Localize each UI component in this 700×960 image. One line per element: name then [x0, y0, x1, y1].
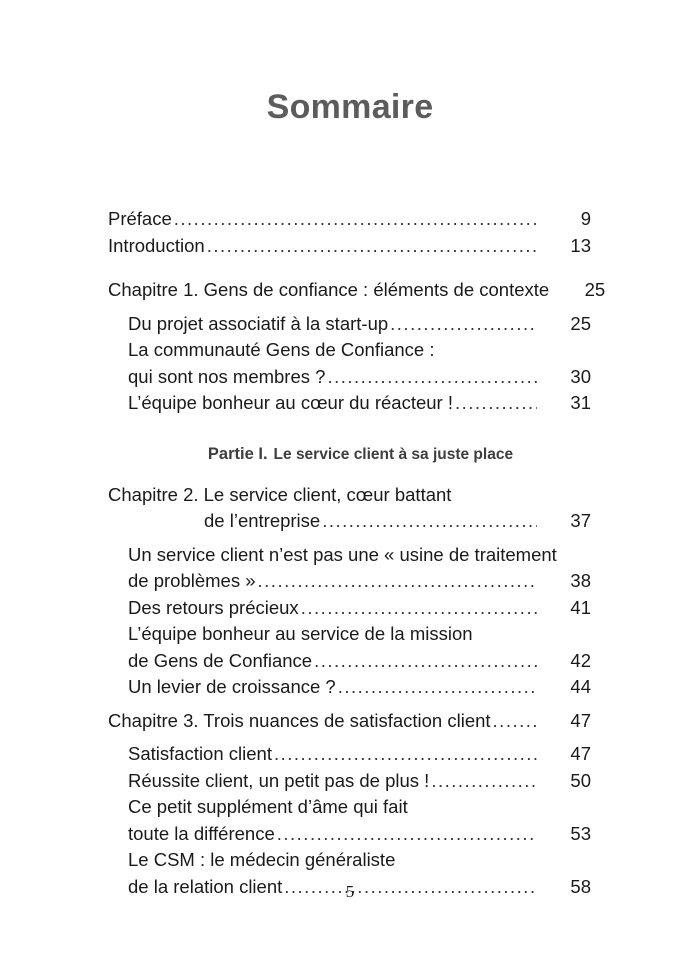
toc-entry-page: 38	[570, 570, 591, 591]
toc-entry-page: 41	[570, 596, 591, 618]
toc-section-2-1-line1[interactable]: Un service client n’est pas une « usine de traitement	[128, 543, 557, 565]
dot-leader	[431, 768, 537, 795]
toc-section-2-2[interactable]	[108, 595, 591, 622]
toc-entry-label: Du projet associatif à la start-up	[128, 312, 389, 334]
dot-leader	[174, 206, 537, 233]
toc-section-1-3[interactable]	[108, 390, 591, 417]
toc-chapter-1[interactable]	[108, 277, 606, 304]
partie-number: Partie I.	[207, 444, 268, 463]
toc-entry-label: de l’entreprise	[204, 510, 321, 531]
partie-title: Le service client à sa juste place	[273, 445, 514, 463]
toc-entry-label: qui sont nos membres ?	[128, 365, 326, 387]
toc-entry-label: Chapitre 3. Trois nuances de satisfaction client	[108, 709, 491, 731]
toc-entry-page: 44	[570, 676, 591, 697]
dot-leader	[274, 741, 537, 768]
dot-leader	[258, 568, 537, 595]
toc-entry-introduction[interactable]	[108, 233, 591, 260]
toc-section-3-1[interactable]	[108, 741, 591, 768]
toc-section-3-4-line1[interactable]: Le CSM : le médecin généraliste	[128, 849, 396, 870]
toc-entry-page: 9	[580, 208, 591, 229]
dot-leader	[455, 390, 537, 417]
toc-entry-label: Préface	[108, 208, 172, 229]
toc-section-2-3-line1[interactable]: L’équipe bonheur au service de la mission	[128, 623, 473, 644]
toc-entry-page: 13	[570, 234, 591, 256]
toc-entry-page: 25	[570, 312, 591, 334]
toc-entry-page: 37	[570, 510, 591, 531]
toc-entry-label: Chapitre 1. Gens de confiance : éléments de contexte	[108, 279, 550, 300]
toc-section-3-3-line1[interactable]: Ce petit supplément d’âme qui fait	[128, 796, 408, 817]
toc-entry-label: L’équipe bonheur au cœur du réacteur !	[128, 392, 453, 413]
toc-entry-page: 47	[570, 743, 591, 764]
toc-entry-label: de Gens de Confiance	[128, 649, 313, 671]
dot-leader	[207, 233, 537, 260]
table-of-contents	[108, 206, 606, 900]
toc-entry-label: Introduction	[108, 234, 205, 256]
toc-entry-page: 42	[570, 649, 591, 671]
toc-section-2-1[interactable]	[108, 568, 591, 595]
toc-entry-page: 47	[570, 709, 591, 731]
toc-section-1-1[interactable]	[108, 311, 591, 338]
toc-entry-label: Des retours précieux	[128, 596, 299, 618]
toc-entry-label: de problèmes »	[128, 570, 256, 591]
dot-leader	[301, 595, 537, 622]
toc-chapter-3[interactable]	[108, 708, 591, 735]
toc-entry-page: 25	[584, 279, 606, 300]
toc-chapter-2[interactable]	[108, 508, 591, 535]
toc-entry-preface[interactable]	[108, 206, 591, 233]
toc-entry-page: 50	[570, 769, 591, 791]
toc-section-3-2[interactable]	[108, 768, 591, 795]
dot-leader	[338, 674, 537, 701]
toc-entry-label: Réussite client, un petit pas de plus !	[128, 769, 430, 791]
dot-leader	[493, 708, 537, 735]
toc-entry-label: de la relation client	[128, 875, 283, 897]
toc-section-2-3[interactable]	[108, 648, 591, 675]
dot-leader	[277, 821, 537, 848]
partie-heading	[108, 435, 591, 473]
toc-entry-label: Un levier de croissance ?	[128, 676, 336, 697]
toc-chapter-2-line1[interactable]: Chapitre 2. Le service client, cœur battant	[108, 483, 452, 505]
dot-leader	[327, 364, 537, 391]
toc-section-1-2-line1[interactable]: La communauté Gens de Confiance :	[128, 339, 435, 360]
toc-entry-page: 58	[570, 875, 591, 897]
toc-entry-page: 30	[570, 365, 591, 387]
page-number: 5	[345, 882, 355, 901]
toc-entry-page: 53	[570, 822, 591, 844]
toc-entry-page: 31	[570, 392, 591, 413]
page-title: Sommaire	[266, 88, 434, 126]
dot-leader	[314, 648, 537, 675]
toc-section-1-2[interactable]	[108, 364, 591, 391]
dot-leader	[390, 311, 537, 338]
toc-section-2-4[interactable]	[108, 674, 591, 701]
toc-entry-label: toute la différence	[128, 822, 275, 844]
dot-leader	[322, 508, 537, 535]
toc-section-3-3[interactable]	[108, 821, 591, 848]
toc-entry-label: Satisfaction client	[128, 743, 272, 764]
